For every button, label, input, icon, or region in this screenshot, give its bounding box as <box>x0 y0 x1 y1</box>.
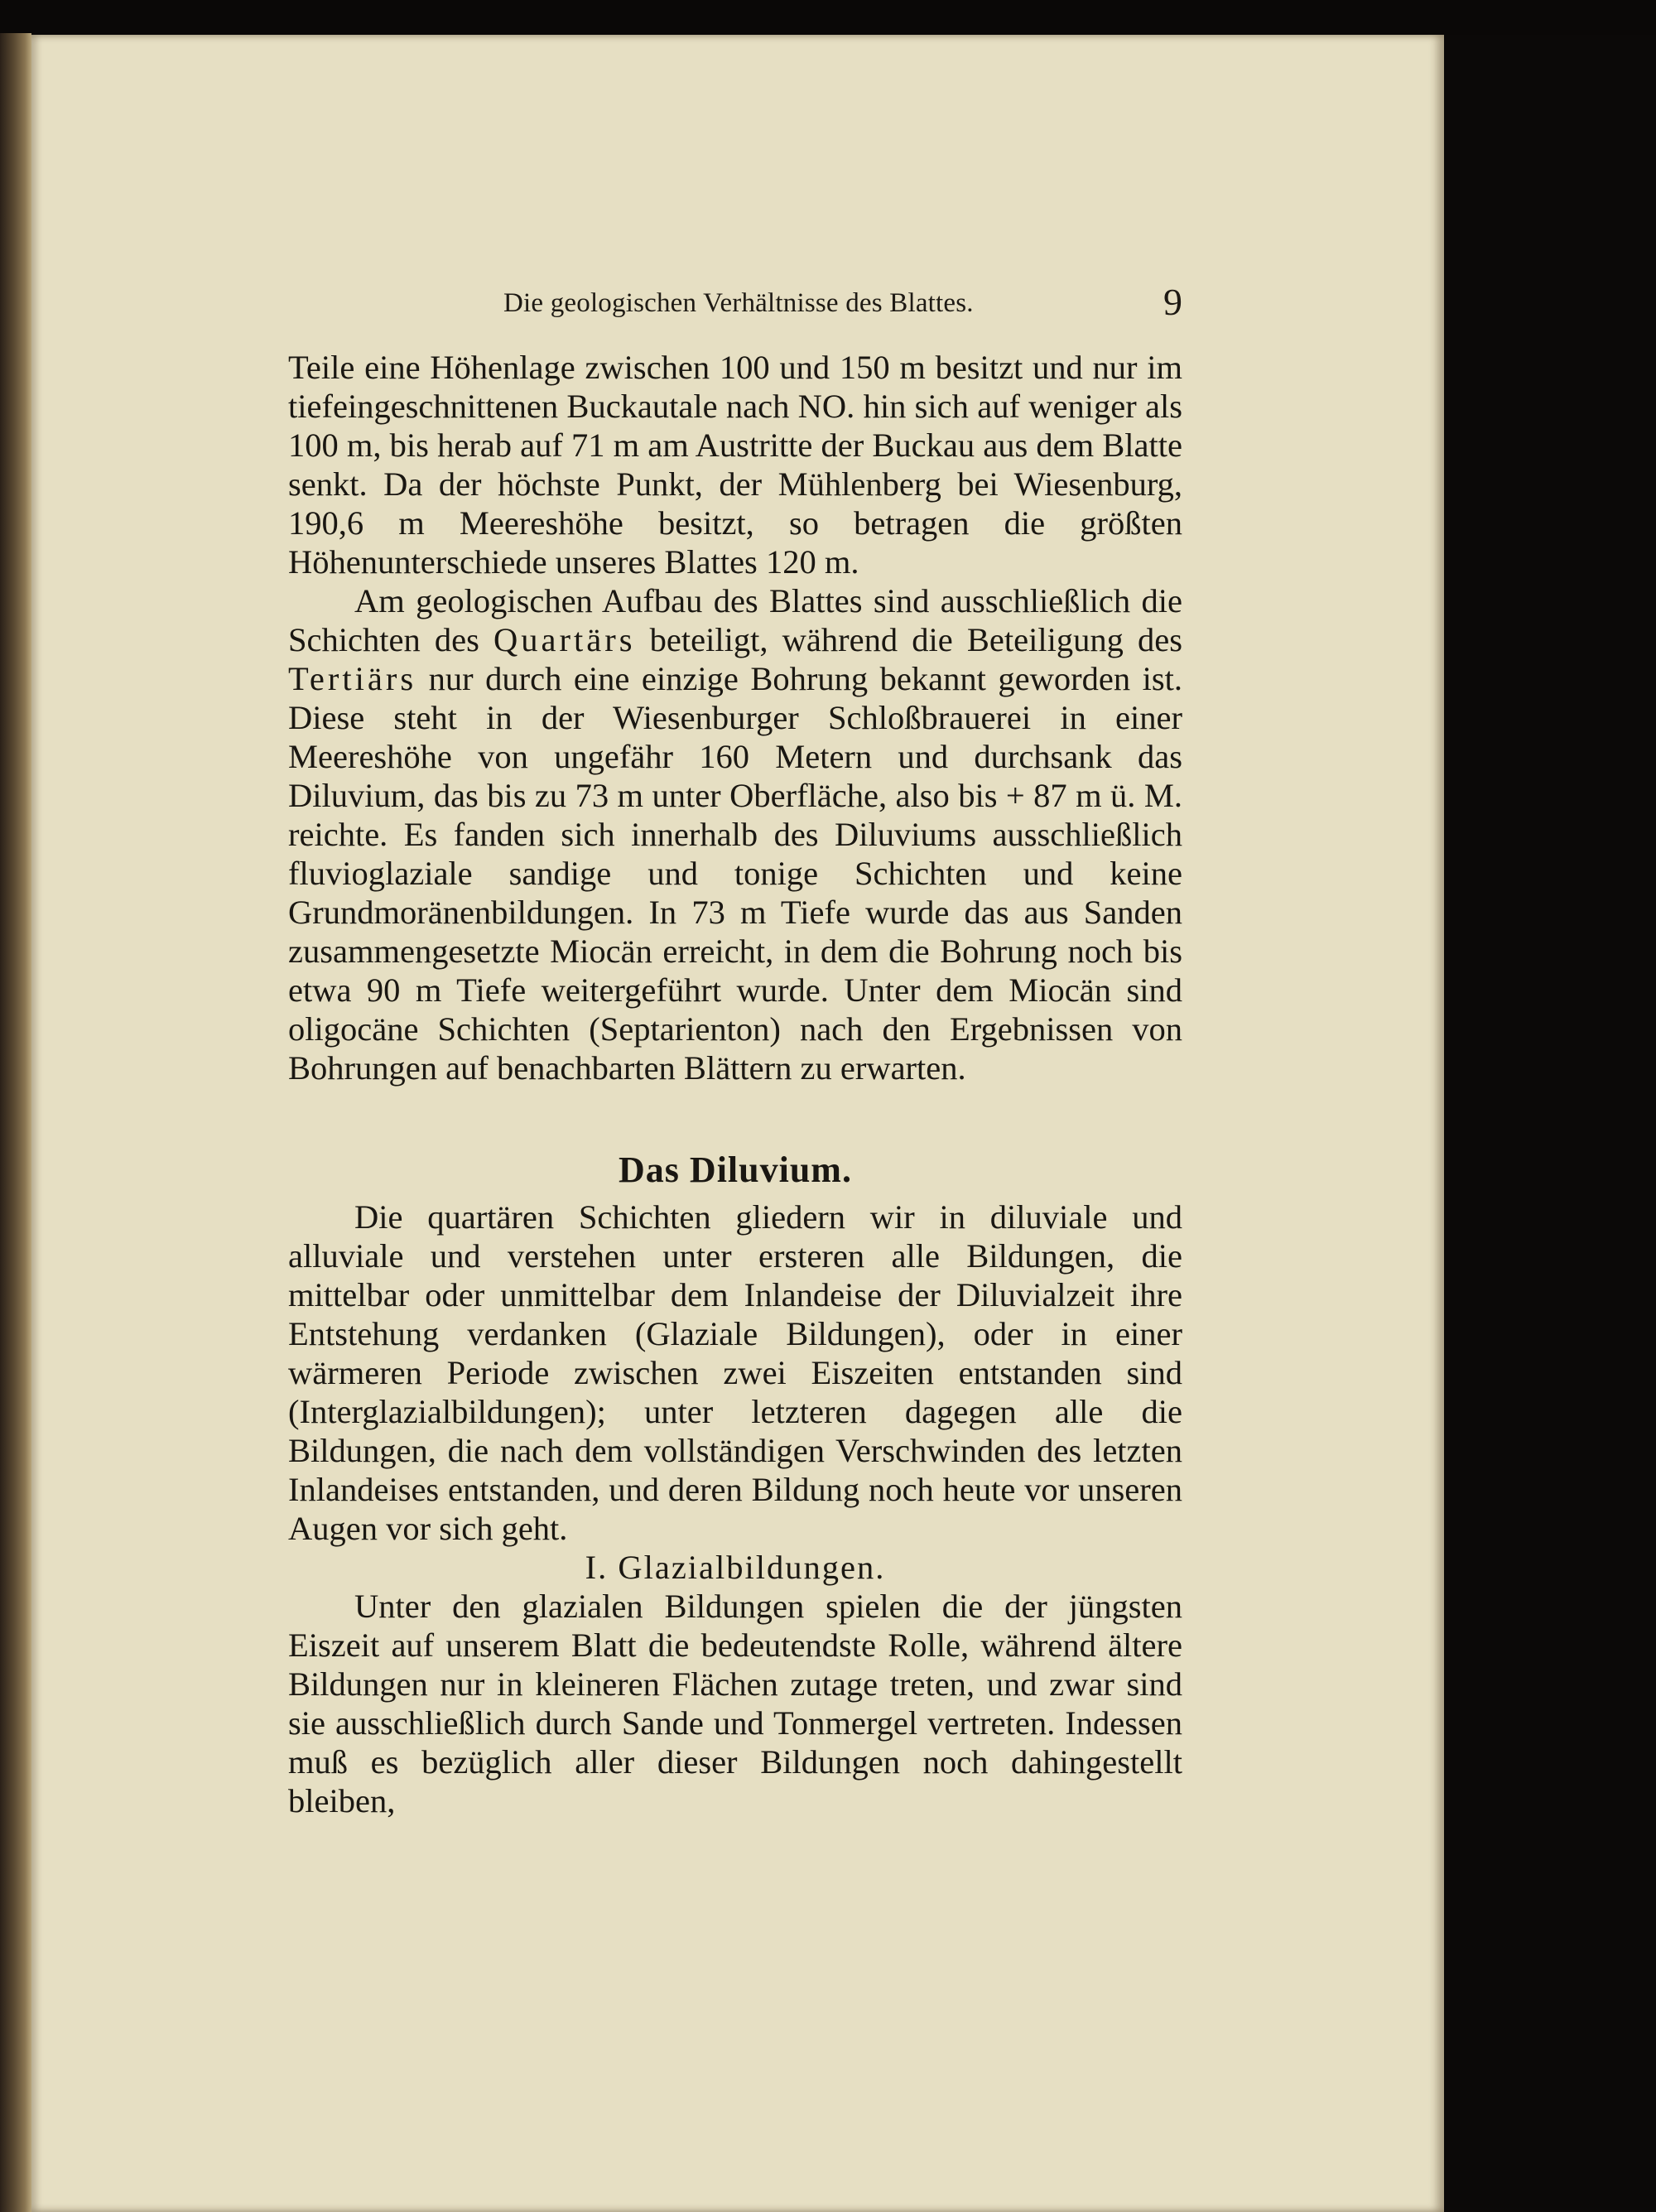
book-spine <box>0 33 31 2212</box>
section-title: Das Diluvium. <box>619 1149 852 1190</box>
scan-border-top <box>0 0 1656 37</box>
paragraph-3: Die quartären Schichten gliedern wir in diluviale und alluviale und verstehen unter ersteren alle Bildungen, die mittelbar oder unmittelbar dem Inlandeise der Diluvialzeit ihre Entstehung verdanken (Glaziale Bildungen), oder in einer wärmeren Periode zwischen zwei Eiszeiten entstanden sind (Interglazialbildungen); unter letzteren dagegen alle die Bildungen, die nach dem vollständigen Verschwinden des letzten Inlandeises entstanden, und deren Bildung noch heute vor unseren Augen vor sich geht. <box>288 1198 1182 1547</box>
running-head: Die geologischen Verhältnisse des Blattes. <box>503 288 974 318</box>
subheading: I. Glazialbildungen. <box>585 1549 886 1586</box>
paragraph-2 <box>288 581 1182 1087</box>
paragraph-2-part-b: beteiligt, während die Beteiligung des <box>635 621 1182 658</box>
scan-border-right <box>1444 35 1656 2212</box>
body-text-bottom <box>288 1198 1182 1820</box>
paragraph-2-part-a: Am geologischen Aufbau des Blattes sind ausschließlich die Schichten des <box>288 582 1182 658</box>
page-number: 9 <box>1163 281 1182 323</box>
term-tertiaer: Tertiärs <box>288 660 417 697</box>
body-text-top <box>288 348 1182 1087</box>
paragraph-2-part-c: nur durch eine einzige Bohrung bekannt geworden ist. Diese steht in der Wiesenburger Schloßbrauerei in einer Meereshöhe von ungefähr 160 Metern und durchsank das Diluvium, das bis zu 73 m unter Oberfläche, also bis + 87 m ü. M. reichte. Es fanden sich innerhalb des Diluviums ausschließlich fluvioglaziale sandige und tonige Schichten und keine Grundmoränenbildungen. In 73 m Tiefe wurde das aus Sanden zusammengesetzte Miocän erreicht, in dem die Bohrung noch bis etwa 90 m Tiefe weitergeführt wurde. Unter dem Miocän sind oligocäne Schichten (Septarienton) nach den Ergebnissen von Bohrungen auf benachbarten Blättern zu erwarten. <box>288 660 1182 1087</box>
page-header <box>288 280 1182 330</box>
paragraph-1: Teile eine Höhenlage zwischen 100 und 150 m besitzt und nur im tiefeingeschnittenen Buckautale nach NO. hin sich auf weniger als 100 m, bis herab auf 71 m am Austritte der Buckau aus dem Blatte senkt. Da der höchste Punkt, der Mühlenberg bei Wiesenburg, 190,6 m Meereshöhe besitzt, so betragen die größten Höhenunterschiede unseres Blattes 120 m. <box>288 349 1182 581</box>
term-quartaer: Quartärs <box>493 621 636 658</box>
paragraph-4: Unter den glazialen Bildungen spielen die der jüngsten Eiszeit auf unserem Blatt die bedeutendste Rolle, während ältere Bildungen nur in kleineren Flächen zutage treten, und zwar sind sie ausschließlich durch Sande und Tonmergel vertreten. Indessen muß es bezüglich aller dieser Bildungen noch dahingestellt bleiben, <box>288 1588 1182 1819</box>
